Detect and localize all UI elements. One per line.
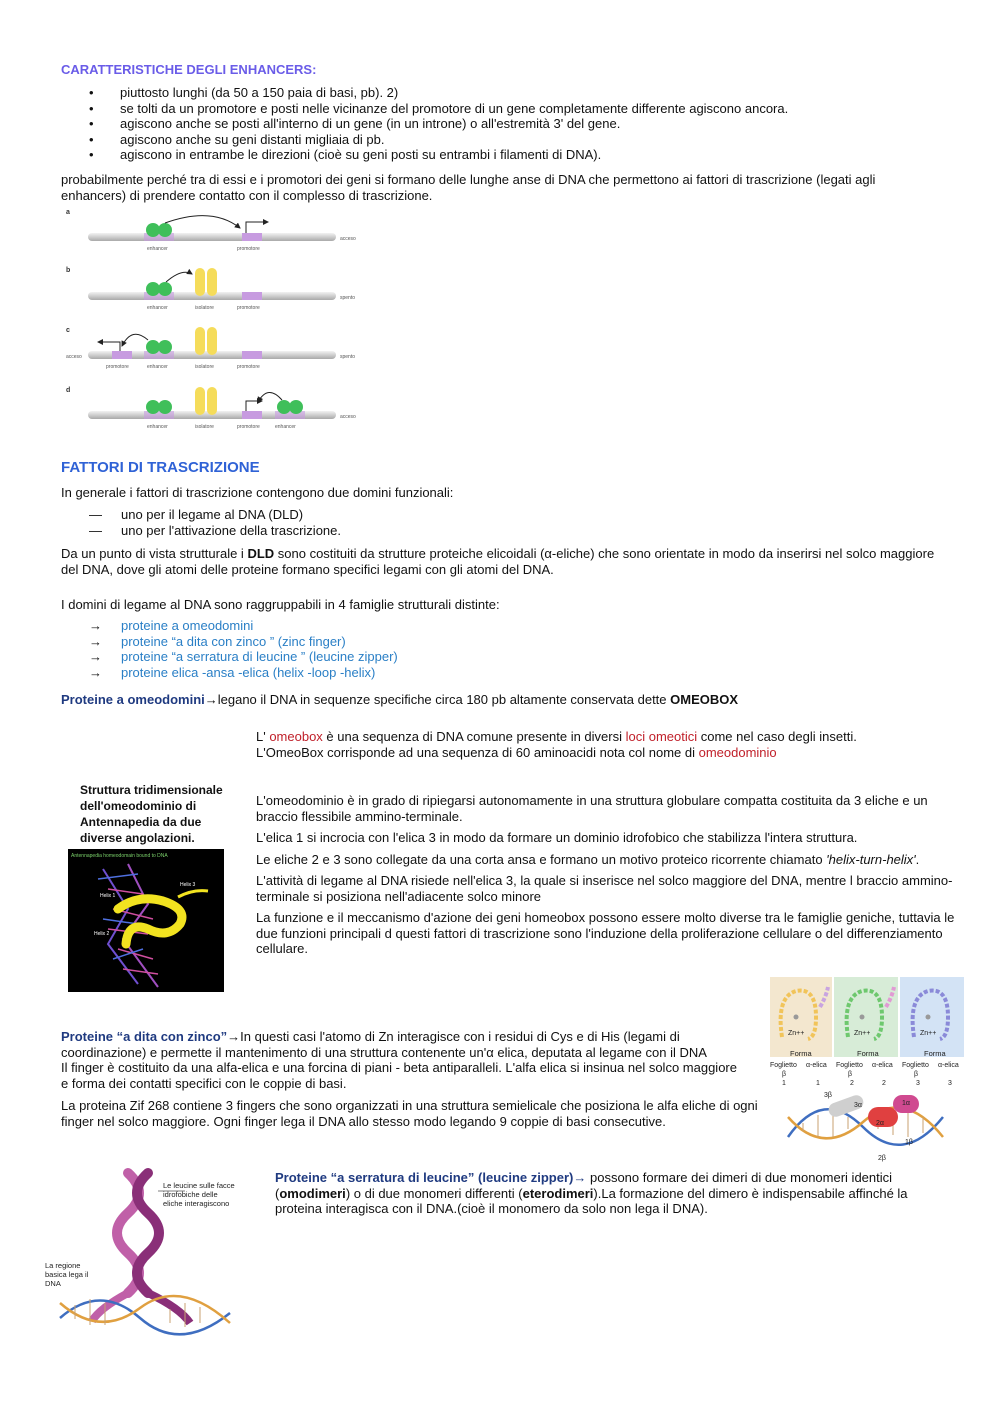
panel-label: b <box>66 267 71 274</box>
enhancer-paragraph: probabilmente perché tra di essi e i promotori dei geni si formano delle lunghe anse di DNA che permettono ai fattori di trascrizione (legati agli enhancers) di prendere contatto con il complesso di trascrizione. <box>61 172 876 203</box>
zinc-finger-figure <box>768 977 966 1165</box>
zn-label: Zn++ <box>788 1030 805 1037</box>
svg-text:Foglietto: Foglietto <box>770 1062 797 1069</box>
list-item: → proteine “a dita con zinco ” (zinc finger) <box>89 633 346 649</box>
enhancer-factor <box>146 282 160 296</box>
promoter-label: promotore <box>237 305 260 311</box>
svg-text:1α: 1α <box>902 1100 910 1107</box>
promoter-label: promotore <box>106 364 129 370</box>
svg-text:α-elica: α-elica <box>938 1062 959 1069</box>
insulator-block <box>195 327 205 355</box>
homeodomain-text: L'omeodominio è in grado di ripiegarsi autonomamente in una struttura globulare compatta costituita da 3 eliche e un braccio flessibile ammino-terminale. L'elica 1 si incrocia con l'elica 3 in modo da formare un dominio idrofobico che stabilizza l'intera struttura. Le eliche 2 e 3 sono collegate da una corta ansa e formano un motivo proteico ricorrente chiamato 'helix-turn-helix'. L'attività di legame al DNA risiede nell'elica 3, la quale si inserisce nel solco maggiore del DNA, mentre l braccio ammino-terminale si posiziona nell'adiacente solco minore La funzione e il meccanismo d'azione dei geni homeobox possono essere molto diverse tra le famiglie geniche, tuttavia le due funzioni principali d questi fattori di trascrizione sono l'induzione della proliferazione cellulare o del differenziamento cellulare. <box>256 793 955 956</box>
list-item: • agiscono anche su geni distanti migliaia di pb. <box>61 132 961 148</box>
state-label: acceso <box>340 414 356 420</box>
helix-label: Helix 2 <box>94 931 110 937</box>
homeo-figure-caption: Struttura tridimensionale dell'omeodominio di Antennapedia da due diverse angolazioni. <box>80 783 223 845</box>
promoter-region <box>242 233 262 241</box>
figure-inner-label: Antennapedia homeodomain bound to DNA <box>71 853 168 859</box>
svg-text:1: 1 <box>816 1080 820 1087</box>
leucine-zipper-figure <box>40 1163 270 1338</box>
enhancer-factor <box>146 400 160 414</box>
svg-text:2α: 2α <box>876 1120 884 1127</box>
promoter-label: promotore <box>237 364 260 370</box>
insulator-block <box>207 327 217 355</box>
svg-text:3: 3 <box>948 1080 952 1087</box>
list-item: • agiscono in entrambe le direzioni (cioè su geni posti su entrambi i filamenti di DNA). <box>61 147 961 163</box>
enhancer-label: enhancer <box>147 246 168 252</box>
enhancers-heading: CARATTERISTICHE DEGLI ENHANCERS: <box>61 62 317 77</box>
panel-label: a <box>66 209 70 216</box>
zn-label: Zn++ <box>920 1030 937 1037</box>
svg-text:α-elica: α-elica <box>806 1062 827 1069</box>
svg-text:2β: 2β <box>878 1155 886 1162</box>
promoter-label: promotore <box>237 246 260 252</box>
state-label: spento <box>340 295 356 301</box>
panel-label: c <box>66 327 70 334</box>
omeobox-paragraph: L' omeobox è una sequenza di DNA comune presente in diversi loci omeotici come nel caso degli insetti. L'OmeoBox corrisponde ad una sequenza di 60 aminoacidi nota col nome di omeodominio <box>256 729 857 760</box>
blocked-arrow <box>166 272 192 282</box>
list-item: • agiscono anche se posti all'interno di un gene (in un introne) o all'estremità 3' del gene. <box>61 116 961 132</box>
insulator-label: isolatore <box>195 364 214 370</box>
list-item: — uno per il legame al DNA (DLD) <box>89 507 304 522</box>
enhancer-label: enhancer <box>147 424 168 430</box>
svg-text:β: β <box>782 1071 787 1078</box>
families-intro: I domini di legame al DNA sono raggruppabili in 4 famiglie strutturali distinte: <box>61 597 500 612</box>
state-label: spento <box>340 354 356 360</box>
insulator-label: isolatore <box>195 424 214 430</box>
functional-domains-list <box>61 507 861 538</box>
svg-text:β: β <box>914 1071 919 1078</box>
enhancer-factor <box>158 340 172 354</box>
tf-intro: In generale i fattori di trascrizione contengono due domini funzionali: <box>61 485 454 500</box>
forma-label: Forma <box>790 1049 812 1058</box>
leucine-zipper-text: Proteine “a serratura di leucine” (leucine zipper)→ possono formare dei dimeri di due monomeri identici (omodimeri) o di due monomeri differenti (eterodimeri).La formazione del dimero è indispensabile affinché la proteina interagisca con il DNA.(cioè il monomero da solo non lega il DNA). <box>275 1170 908 1216</box>
figure-label: Le leucine sulle facce idrofobiche delle eliche interagiscono <box>163 1181 235 1208</box>
promoter-region <box>112 351 132 359</box>
svg-text:β: β <box>848 1071 853 1078</box>
enhancer-factor <box>146 223 160 237</box>
enhancer-factor <box>158 282 172 296</box>
activation-arrow <box>165 216 240 228</box>
list-item: → proteine “a serratura di leucine ” (leucine zipper) <box>89 649 398 664</box>
insulator-block <box>195 387 205 415</box>
svg-text:3β: 3β <box>824 1092 832 1099</box>
list-item: — uno per l'attivazione della trascrizione. <box>89 522 341 538</box>
state-label: acceso <box>66 354 82 360</box>
enhancer-factor <box>289 400 303 414</box>
activation-arrow <box>122 334 148 346</box>
helix-label: Helix 1 <box>100 893 116 899</box>
homeodomain-structure-image <box>68 849 224 992</box>
enhancer-factor <box>146 340 160 354</box>
homeo-heading: Proteine a omeodomini→legano il DNA in sequenze specifiche circa 180 pb altamente conservata dette OMEOBOX <box>61 692 739 707</box>
forma-label: Forma <box>924 1049 946 1058</box>
families-list <box>61 618 861 680</box>
insulator-block <box>195 268 205 296</box>
enhancer-features-list <box>61 85 961 163</box>
svg-text:1: 1 <box>782 1080 786 1087</box>
svg-text:3: 3 <box>916 1080 920 1087</box>
list-item: • piuttosto lunghi (da 50 a 150 paia di basi, pb). 2) <box>61 85 961 101</box>
svg-text:Foglietto: Foglietto <box>902 1062 929 1069</box>
svg-text:1β: 1β <box>905 1139 913 1146</box>
promoter-region <box>242 411 262 419</box>
enhancer-label: enhancer <box>147 305 168 311</box>
svg-text:Foglietto: Foglietto <box>836 1062 863 1069</box>
transcription-arrow <box>246 222 268 233</box>
zinc-finger-text: Proteine “a dita con zinco”→In questi casi l'atomo di Zn interagisce con i residui di Cys e di His (legami di coordinazione) e permette il mantenimento di una struttura contenente un'α elica, deputata al legame con il DNA Il finger è costituito da una alfa-elica e una forcina di piani - beta antiparalleli. L'alfa elica si insinua nel solco maggiore e forma dei contatti specifici con le coppie di basi. <box>61 1029 737 1091</box>
dld-paragraph: Da un punto di vista strutturale i DLD sono costituiti da strutture proteiche elicoidali (α-eliche) che sono orientate in modo da inserirsi nel solco maggiore del DNA, dove gli atomi delle proteine formano specifici legami con gli atomi del DNA. <box>61 546 935 577</box>
promoter-region <box>242 351 262 359</box>
list-item: • se tolti da un promotore e posti nelle vicinanze del promotore di un gene completamente differente agiscono ancora. <box>61 101 961 117</box>
svg-text:2: 2 <box>882 1080 886 1087</box>
helix-label: Helix 3 <box>180 882 196 888</box>
svg-text:2: 2 <box>850 1080 854 1087</box>
forma-label: Forma <box>857 1049 879 1058</box>
enhancer-label: enhancer <box>275 424 296 430</box>
transcription-factors-heading: FATTORI DI TRASCRIZIONE <box>61 459 260 476</box>
promoter-label: promotore <box>237 424 260 430</box>
panel-label: d <box>66 387 71 394</box>
zn-label: Zn++ <box>854 1030 871 1037</box>
state-label: acceso <box>340 236 356 242</box>
transcription-arrow <box>246 401 262 411</box>
insulator-block <box>207 268 217 296</box>
zif268-paragraph: La proteina Zif 268 contiene 3 fingers che sono organizzati in una struttura semielicale che posiziona le alfa eliche di ogni finger nel solco maggiore. Ogni finger lega il DNA allo stesso modo legando 9 coppie di basi consecutive. <box>61 1098 758 1129</box>
enhancer-diagram <box>62 206 367 432</box>
transcription-arrow <box>98 342 120 351</box>
enhancer-factor <box>158 400 172 414</box>
svg-text:α-elica: α-elica <box>872 1062 893 1069</box>
enhancer-factor <box>277 400 291 414</box>
insulator-block <box>207 387 217 415</box>
list-item: → proteine elica -ansa -elica (helix -loop -helix) <box>89 664 376 680</box>
dna-strand <box>88 233 336 241</box>
figure-label: La regione basica lega il DNA <box>45 1261 89 1288</box>
enhancer-label: enhancer <box>147 364 168 370</box>
insulator-label: isolatore <box>195 305 214 311</box>
promoter-region <box>242 292 262 300</box>
enhancer-factor <box>158 223 172 237</box>
list-item: → proteine a omeodomini <box>89 618 254 633</box>
svg-text:3α: 3α <box>854 1102 862 1109</box>
